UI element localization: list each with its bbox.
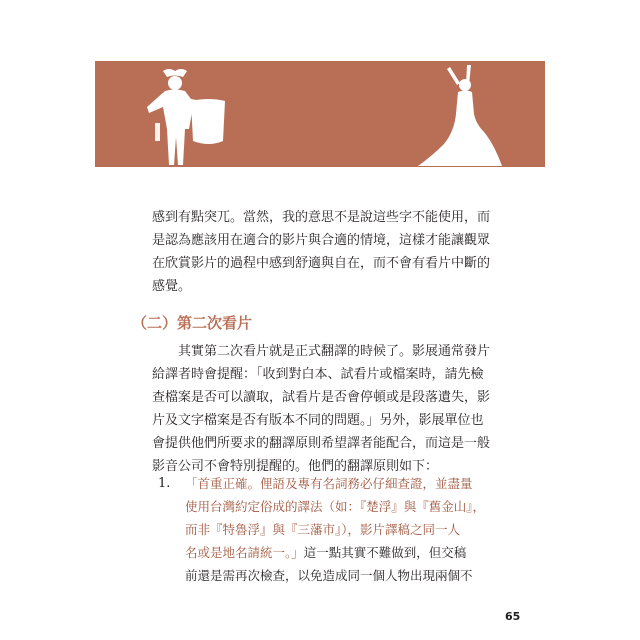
chapter-banner bbox=[95, 61, 545, 167]
quote-line: 而非『特魯浮』與『三藩市』），影片譯稿之同一人 bbox=[185, 522, 461, 537]
page-number: 65 bbox=[505, 610, 521, 623]
text-line: 片及文字檔案是否有版本不同的問題。」另外，影展單位也 bbox=[152, 413, 484, 428]
banner-illustration bbox=[95, 61, 545, 167]
text-line-tail: 這一點其實不難做到，但交稿 bbox=[303, 545, 467, 560]
text-line: 查檔案是否可以讀取，試看片是否會停頓或是段落遺失，影 bbox=[152, 390, 491, 405]
section-heading: （二）第二次看片 bbox=[132, 314, 253, 332]
flamenco-dancer-silhouette-icon bbox=[418, 65, 502, 166]
text-line: 前還是需再次檢查，以免造成同一個人物出現兩個不 bbox=[185, 568, 473, 583]
text-line: 在欣賞影片的過程中感到舒適與自在，而不會有看片中斷的 bbox=[152, 256, 491, 271]
list-item-number: 1. bbox=[158, 476, 171, 491]
intro-paragraph bbox=[152, 206, 492, 298]
text-line: 感覺。 bbox=[152, 279, 192, 294]
quote-end: 名或是地名請統一。」 bbox=[185, 545, 304, 560]
list-item bbox=[158, 472, 486, 587]
mixed-line bbox=[185, 541, 485, 564]
text-line: 其實第二次看片就是正式翻譯的時候了。影展通常發片 bbox=[178, 344, 491, 359]
text-line: 影音公司不會特別提醒的。他們的翻譯原則如下： bbox=[152, 459, 439, 474]
text-line: 會提供他們所要求的翻譯原則希望譯者能配合，而這是一般 bbox=[152, 436, 491, 451]
text-line: 是認為應該用在適合的影片與合適的情境，這樣才能讓觀眾 bbox=[152, 233, 491, 248]
matador-silhouette-icon bbox=[147, 69, 225, 165]
body-paragraph bbox=[152, 340, 492, 478]
text-line: 感到有點突兀。當然，我的意思不是說這些字不能使用，而 bbox=[152, 210, 491, 225]
text-line: 給譯者時會提醒：「收到對白本、試看片或檔案時，請先檢 bbox=[152, 367, 484, 382]
quote-line: 使用台灣約定俗成的譯法（如：『楚浮』與『舊金山』， bbox=[185, 499, 486, 514]
quote-line: 「首重正確。俚語及專有名詞務必仔細查證，並盡量 bbox=[185, 476, 473, 491]
